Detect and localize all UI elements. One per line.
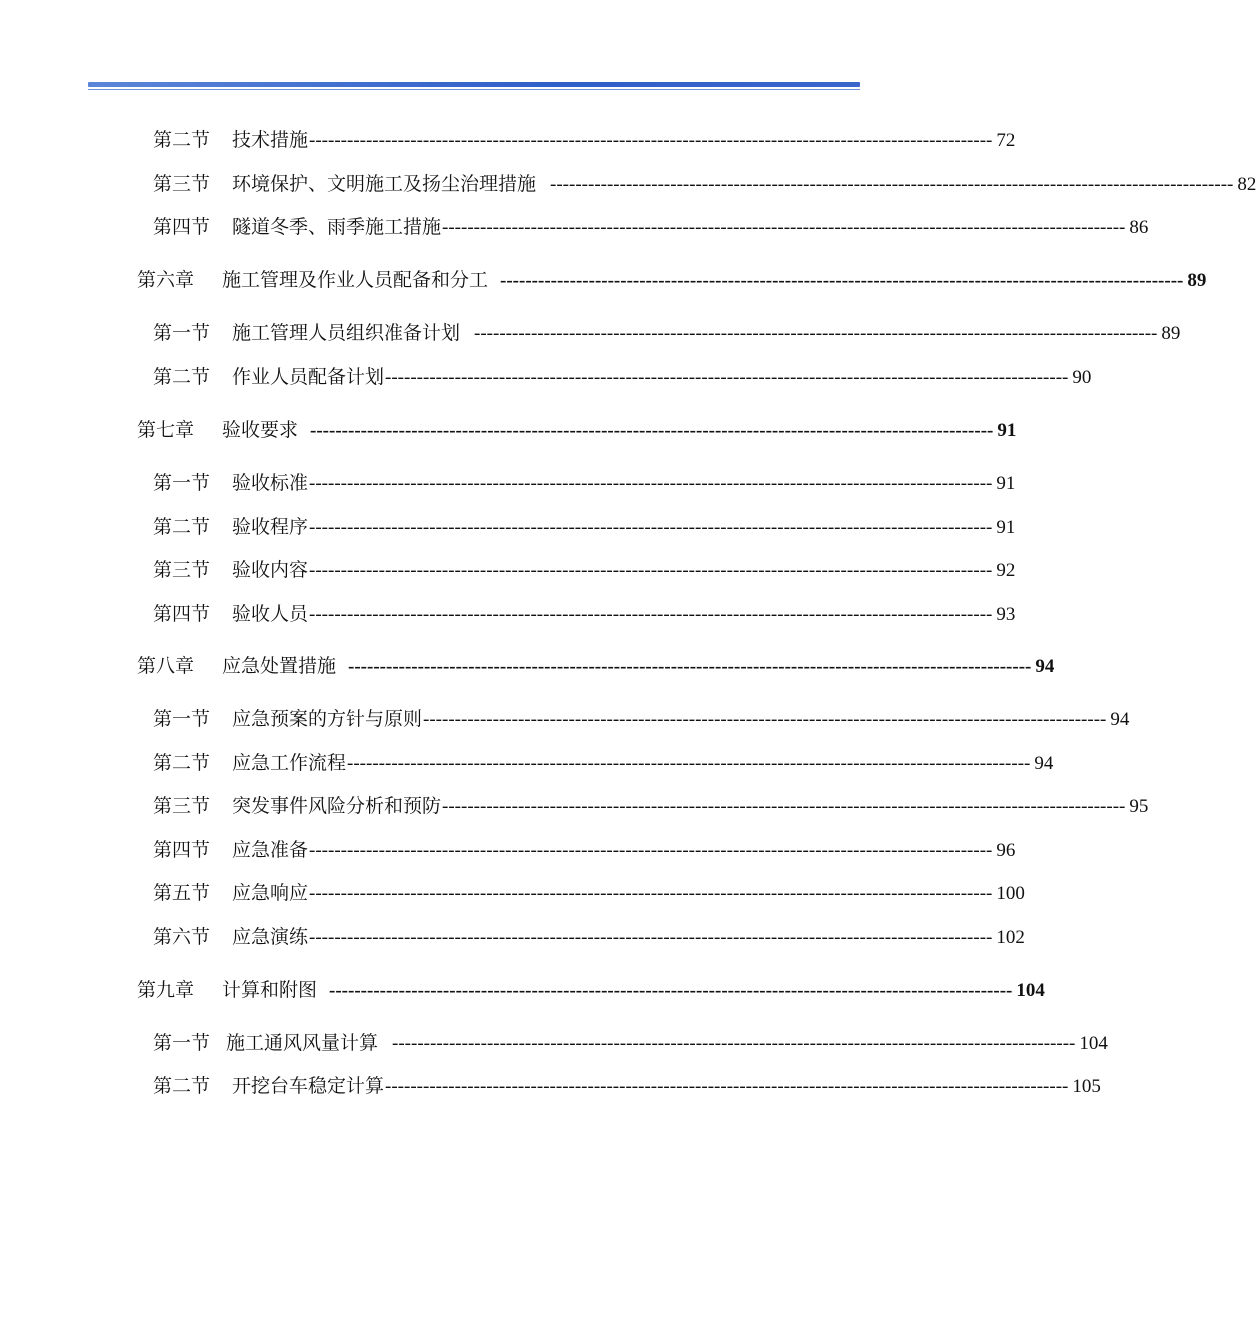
entry-page: 90 bbox=[1072, 367, 1092, 388]
entry-number: 第一节 bbox=[153, 708, 211, 730]
entry-title: 应急处置措施 bbox=[222, 655, 337, 677]
entry-title: 验收内容 bbox=[232, 559, 309, 581]
entry-title: 作业人员配备计划 bbox=[232, 366, 385, 388]
dot-leader: ------------------------------------------------------------------------------------------------------------ bbox=[385, 367, 1069, 388]
dot-leader: ------------------------------------------------------------------------------------------------------------ bbox=[385, 1076, 1069, 1097]
entry-page: 89 bbox=[1187, 270, 1207, 291]
entry-page: 94 bbox=[1110, 709, 1130, 730]
entry-page: 91 bbox=[997, 420, 1017, 441]
dot-leader: ------------------------------------------------------------------------------------------------------------ bbox=[310, 420, 994, 441]
dot-leader: ------------------------------------------------------------------------------------------------------------ bbox=[442, 796, 1126, 817]
entry-number: 第六章 bbox=[137, 269, 195, 291]
entry-title: 施工管理人员组织准备计划 bbox=[232, 322, 461, 344]
entry-number: 第三节 bbox=[153, 795, 211, 817]
entry-number: 第四节 bbox=[153, 603, 211, 625]
entry-title: 突发事件风险分析和预防 bbox=[232, 795, 442, 817]
dot-leader: ------------------------------------------------------------------------------------------------------------ bbox=[442, 217, 1126, 238]
entry-title: 施工通风风量计算 bbox=[226, 1032, 379, 1054]
toc-entry[interactable] bbox=[153, 172, 1256, 197]
entry-number: 第一节 bbox=[153, 322, 211, 344]
entry-title: 验收人员 bbox=[232, 603, 309, 625]
entry-title: 应急准备 bbox=[232, 839, 309, 861]
dot-leader: ------------------------------------------------------------------------------------------------------------ bbox=[392, 1033, 1076, 1054]
dot-leader: ------------------------------------------------------------------------------------------------------------ bbox=[309, 473, 993, 494]
entry-number: 第八章 bbox=[137, 655, 195, 677]
toc-entry[interactable] bbox=[153, 471, 1016, 496]
toc-entry[interactable] bbox=[153, 925, 1025, 950]
entry-number: 第二节 bbox=[153, 129, 211, 151]
entry-page: 91 bbox=[996, 517, 1016, 538]
entry-title: 应急响应 bbox=[232, 882, 309, 904]
toc-entry[interactable] bbox=[153, 128, 1016, 153]
dot-leader: ------------------------------------------------------------------------------------------------------------ bbox=[309, 840, 993, 861]
toc-entry[interactable] bbox=[153, 365, 1092, 390]
entry-number: 第二节 bbox=[153, 516, 211, 538]
toc-entry[interactable] bbox=[153, 838, 1016, 863]
entry-title: 技术措施 bbox=[232, 129, 309, 151]
entry-page: 94 bbox=[1035, 656, 1055, 677]
entry-page: 93 bbox=[996, 604, 1016, 625]
toc-chapter-entry[interactable] bbox=[137, 418, 1017, 443]
toc-chapter-entry[interactable] bbox=[137, 268, 1207, 293]
toc-chapter-entry[interactable] bbox=[137, 978, 1045, 1003]
dot-leader: ------------------------------------------------------------------------------------------------------------ bbox=[309, 604, 993, 625]
dot-leader: ------------------------------------------------------------------------------------------------------------ bbox=[347, 753, 1031, 774]
entry-page: 72 bbox=[996, 130, 1016, 151]
entry-title: 应急预案的方针与原则 bbox=[232, 708, 423, 730]
dot-leader: ------------------------------------------------------------------------------------------------------------ bbox=[550, 174, 1234, 195]
entry-page: 86 bbox=[1129, 217, 1149, 238]
entry-number: 第一节 bbox=[153, 472, 211, 494]
dot-leader: ------------------------------------------------------------------------------------------------------------ bbox=[423, 709, 1107, 730]
toc-entry[interactable] bbox=[153, 794, 1149, 819]
dot-leader: ------------------------------------------------------------------------------------------------------------ bbox=[309, 517, 993, 538]
entry-number: 第四节 bbox=[153, 839, 211, 861]
entry-page: 105 bbox=[1072, 1076, 1101, 1097]
header-rule bbox=[88, 82, 860, 87]
toc-entry[interactable] bbox=[153, 751, 1054, 776]
toc-chapter-entry[interactable] bbox=[137, 654, 1055, 679]
entry-page: 95 bbox=[1129, 796, 1149, 817]
toc-entry[interactable] bbox=[153, 1031, 1108, 1056]
dot-leader: ------------------------------------------------------------------------------------------------------------ bbox=[474, 323, 1158, 344]
entry-number: 第九章 bbox=[137, 979, 195, 1001]
toc-entry[interactable] bbox=[153, 215, 1149, 240]
entry-number: 第三节 bbox=[153, 173, 211, 195]
dot-leader: ------------------------------------------------------------------------------------------------------------ bbox=[329, 980, 1013, 1001]
entry-page: 91 bbox=[996, 473, 1016, 494]
entry-title: 验收标准 bbox=[232, 472, 309, 494]
entry-page: 102 bbox=[996, 927, 1025, 948]
entry-number: 第四节 bbox=[153, 216, 211, 238]
toc-entry[interactable] bbox=[153, 707, 1130, 732]
entry-page: 100 bbox=[996, 883, 1025, 904]
entry-title: 隧道冬季、雨季施工措施 bbox=[232, 216, 442, 238]
entry-title: 验收要求 bbox=[222, 419, 299, 441]
toc-entry[interactable] bbox=[153, 602, 1016, 627]
entry-title: 应急工作流程 bbox=[232, 752, 347, 774]
entry-title: 环境保护、文明施工及扬尘治理措施 bbox=[232, 173, 537, 195]
dot-leader: ------------------------------------------------------------------------------------------------------------ bbox=[500, 270, 1184, 291]
entry-title: 施工管理及作业人员配备和分工 bbox=[222, 269, 489, 291]
entry-title: 验收程序 bbox=[232, 516, 309, 538]
header-rule-thin bbox=[88, 89, 860, 90]
toc-entry[interactable] bbox=[153, 1074, 1101, 1099]
entry-page: 104 bbox=[1079, 1033, 1108, 1054]
entry-title: 开挖台车稳定计算 bbox=[232, 1075, 385, 1097]
toc-entry[interactable] bbox=[153, 515, 1016, 540]
toc-entry[interactable] bbox=[153, 558, 1016, 583]
entry-number: 第二节 bbox=[153, 752, 211, 774]
entry-page: 89 bbox=[1161, 323, 1181, 344]
entry-number: 第二节 bbox=[153, 1075, 211, 1097]
entry-number: 第二节 bbox=[153, 366, 211, 388]
dot-leader: ------------------------------------------------------------------------------------------------------------ bbox=[309, 883, 993, 904]
entry-number: 第三节 bbox=[153, 559, 211, 581]
entry-number: 第七章 bbox=[137, 419, 195, 441]
entry-page: 104 bbox=[1016, 980, 1045, 1001]
toc-entry[interactable] bbox=[153, 321, 1181, 346]
toc-entry[interactable] bbox=[153, 881, 1025, 906]
dot-leader: ------------------------------------------------------------------------------------------------------------ bbox=[309, 560, 993, 581]
entry-page: 94 bbox=[1034, 753, 1054, 774]
entry-number: 第六节 bbox=[153, 926, 211, 948]
dot-leader: ------------------------------------------------------------------------------------------------------------ bbox=[348, 656, 1032, 677]
entry-page: 82 bbox=[1237, 174, 1256, 195]
dot-leader: ------------------------------------------------------------------------------------------------------------ bbox=[309, 927, 993, 948]
entry-number: 第一节 bbox=[153, 1032, 211, 1054]
entry-number: 第五节 bbox=[153, 882, 211, 904]
dot-leader: ------------------------------------------------------------------------------------------------------------ bbox=[309, 130, 993, 151]
entry-page: 92 bbox=[996, 560, 1016, 581]
entry-page: 96 bbox=[996, 840, 1016, 861]
entry-title: 应急演练 bbox=[232, 926, 309, 948]
entry-title: 计算和附图 bbox=[222, 979, 318, 1001]
